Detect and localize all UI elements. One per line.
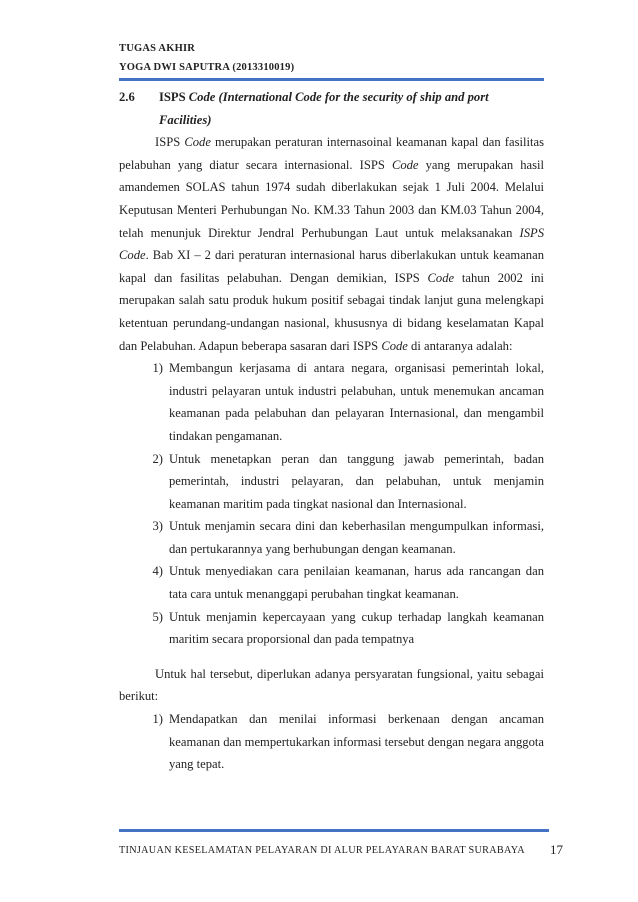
list-number: 1)	[152, 361, 163, 376]
page-number: 17	[550, 842, 563, 857]
list-number: 1)	[152, 712, 163, 727]
list-text: Untuk menyediakan cara penilaian keamanan, harus ada rancangan dan tata cara untuk menanggapi perubahan tingkat keamanan.	[169, 564, 544, 602]
list-text: Mendapatkan dan menilai informasi berkenaan dengan ancaman keamanan dan mempertukarkan informasi tersebut dengan negara anggota yang tepat.	[169, 712, 544, 772]
section-title-italic: Code (International Code for the security of ship and port	[188, 90, 489, 104]
paragraph-intro	[119, 131, 544, 357]
footer-rule	[119, 829, 549, 832]
list-text: Membangun kerjasama di antara negara, organisasi pemerintah lokal, industri pelayaran untuk industri pelabuhan, untuk menemukan ancaman keamanan pada pelabuhan dan pelayaran Internasional, dan mengambil tindakan pengamanan.	[169, 361, 544, 443]
objectives-list	[119, 357, 544, 651]
list-number: 2)	[152, 451, 163, 466]
text-run: yang merupakan hasil amandemen SOLAS tahun 1974 sudah diberlakukan sejak 1 Juli 2004. Melalui Keputusan Menteri Perhubungan No. KM.33 Tahun 2003 dan KM.03 Tahun 2004, telah menunjuk Direktur Jendral Perhubungan Laut untuk melaksanakan	[119, 157, 544, 240]
text-run: tahun 2002 ini merupakan salah satu produk hukum positif sebagai tindak lanjut guna melengkapi ketentuan perundang-undangan nasional, khususnya di bidang keselamatan Kapal dan Pelabuhan. Adapun beberapa sasaran dari ISPS	[119, 270, 544, 353]
body-content	[119, 86, 544, 776]
list-item	[119, 708, 544, 776]
footer-title: TINJAUAN KESELAMATAN PELAYARAN DI ALUR PELAYARAN BARAT SURABAYA	[119, 845, 525, 856]
list-text: Untuk menjamin secara dini dan keberhasilan mengumpulkan informasi, dan pertukarannya yang berhubungan dengan keamanan.	[169, 519, 544, 556]
list-item	[119, 515, 544, 560]
section-heading	[119, 86, 544, 131]
list-item	[119, 448, 544, 516]
list-item	[119, 560, 544, 605]
section-title	[159, 86, 544, 131]
text-run-italic: Code	[381, 338, 408, 353]
list-number: 3)	[152, 519, 163, 534]
list-item	[119, 357, 544, 447]
list-text: Untuk menetapkan peran dan tanggung jawab pemerintah, badan pemerintah, industri pelayaran, dan pelabuhan, untuk menjamin keamanan maritim pada tingkat nasional dan Internasional.	[169, 451, 544, 511]
requirements-list	[119, 708, 544, 776]
list-number: 5)	[152, 609, 163, 624]
text-run: ISPS	[155, 135, 185, 150]
spacer	[119, 651, 544, 663]
text-run-italic: Code	[184, 135, 211, 150]
text-run-italic: Code	[427, 270, 455, 285]
header-rule	[119, 78, 544, 81]
header-title: TUGAS AKHIR	[119, 43, 196, 54]
list-number: 4)	[152, 564, 163, 579]
text-run-italic: Code	[391, 157, 419, 172]
list-text: Untuk menjamin kepercayaan yang cukup terhadap langkah keamanan maritim secara proporsional dan pada tempatnya	[169, 609, 544, 647]
list-item	[119, 606, 544, 651]
section-number: 2.6	[119, 90, 135, 104]
header-author: YOGA DWI SAPUTRA (2013310019)	[119, 62, 295, 73]
paragraph-requirements: Untuk hal tersebut, diperlukan adanya persyaratan fungsional, yaitu sebagai berikut:	[119, 666, 544, 704]
text-run: . Bab XI – 2 dari peraturan internasional harus diberlakukan untuk keamanan kapal dan fasilitas pelabuhan. Dengan demikian, ISPS	[119, 248, 544, 285]
section-title-prefix: ISPS	[159, 90, 189, 104]
text-run: di antaranya adalah:	[407, 338, 513, 353]
text-run-italic: ISPS Code	[119, 225, 544, 263]
text-run: merupakan peraturan internasoinal keamanan kapal dan fasilitas pelabuhan yang diatur secara internasional. ISPS	[119, 135, 544, 172]
section-title-continued: Facilities)	[159, 112, 212, 127]
